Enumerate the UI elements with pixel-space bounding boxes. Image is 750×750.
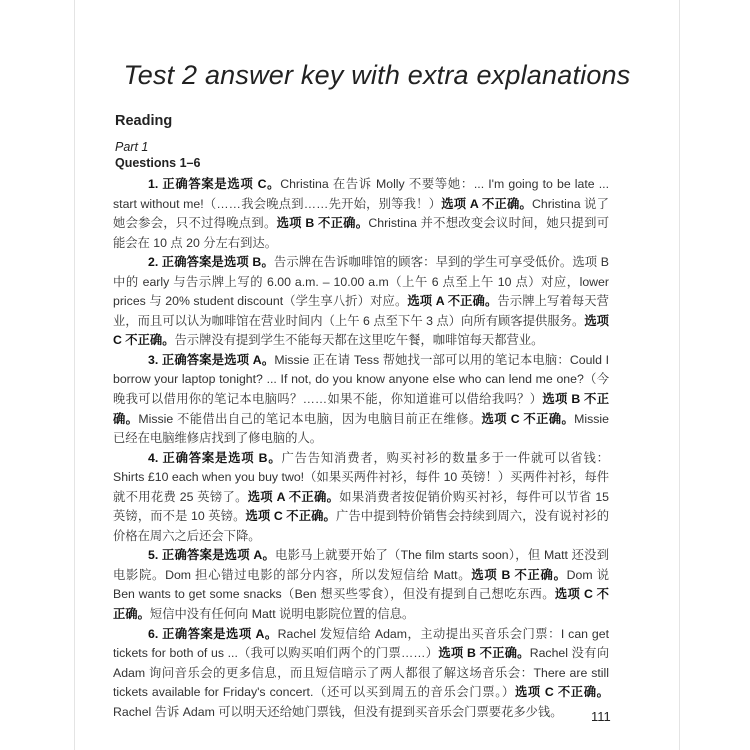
answer-verdict: 6. 正确答案是选项 A。 [148,626,278,641]
answer-verdict: 选项 C 不正确。 [481,411,575,426]
answer-explanations [113,175,609,722]
page [74,0,680,750]
explanation-text: 告示牌上写着每天营业，而且可以认为咖啡馆在营业时间内（上午 6 点至下午 3 点）向所有顾客提供服务。 [113,294,609,328]
answer-paragraph-5 [113,546,609,624]
explanation-text: Rachel 发短信给 Adam，主动提出买音乐会门票：I can get tickets for both of us ...（我可以购买咱们两个的门票……） [113,626,609,661]
answer-paragraph-1 [113,175,609,253]
answer-verdict: 3. 正确答案是选项 A。 [148,352,275,367]
explanation-text: Missie 不能借出自己的笔记本电脑，因为电脑目前正在维修。 [138,411,482,426]
answer-verdict: 选项 C 不正确。 [113,313,609,348]
explanation-text: Christina 在告诉 Molly 不要等她：... I'm going to be late ... start without me!（……我会晚点到……先开始，别等我！） [113,177,609,211]
answer-verdict: 选项 B 不正确。 [113,392,609,426]
page-title: Test 2 answer key with extra explanations [123,60,631,90]
explanation-text: 电影马上就要开始了（The film starts soon），但 Matt 还没到电影院。Dom 担心错过电影的部分内容，所以发短信给 Matt。 [113,548,609,582]
answer-verdict: 选项 C 不正确。 [113,587,609,622]
answer-verdict: 选项 B 不正确。 [276,216,369,231]
answer-verdict: 2. 正确答案是选项 B。 [148,255,274,270]
explanation-text: Missie 已经在电脑维修店找到了修电脑的人。 [113,411,609,446]
answer-verdict: 选项 A 不正确。 [247,489,340,504]
answer-verdict: 选项 C 不正确。 [514,685,609,700]
explanation-text: 告示牌没有提到学生不能每天都在这里吃午餐，咖啡馆每天都营业。 [174,333,544,348]
explanation-text: Christina 并不想改变会议时间，她只提到可能会在 10 点 20 分左右到达。 [113,216,609,250]
explanation-text: 告示牌在告诉咖啡馆的顾客：早到的学生可享受低价。选项 B 中的 early 与告示牌上写的 6.00 a.m. – 10.00 a.m（上午 6 点至上午 10 点）对应，lower prices 与 20% student discount（学生享八折）对应。 [113,255,609,309]
answer-paragraph-6 [113,625,609,723]
answer-paragraph-4 [113,449,609,547]
answer-verdict: 5. 正确答案是选项 A。 [148,548,276,563]
answer-paragraph-3 [113,351,609,449]
explanation-text: 如果消费者按促销价购买衬衫，每件可以节省 15 英镑，而不是 10 英镑。 [113,489,609,524]
answer-verdict: 选项 C 不正确。 [245,509,336,524]
part-label: Part 1 [115,140,149,154]
answer-paragraph-2 [113,253,609,351]
answer-verdict: 选项 B 不正确。 [438,646,530,661]
page-number: 111 [591,709,611,724]
section-heading: Reading [115,113,173,129]
questions-heading: Questions 1–6 [115,156,201,170]
explanation-text: Rachel 没有向 Adam 询问音乐会的更多信息，而且短信暗示了两人都很了解这场音乐会：There are still tickets available for Friday's concert.（还可以买到周五的音乐会门票。） [113,646,609,700]
explanation-text: Christina 说了她会参会，只不过得晚点到。 [113,196,609,231]
explanation-text: 短信中没有任何向 Matt 说明电影院位置的信息。 [149,607,415,622]
answer-verdict: 选项 A 不正确。 [407,294,498,309]
explanation-text: Dom 说 Ben wants to get some snacks（Ben 想买些零食），但没有提到自己想吃东西。 [113,567,609,602]
answer-verdict: 4. 正确答案是选项 B。 [148,450,282,465]
answer-verdict: 选项 A 不正确。 [441,196,533,211]
answer-verdict: 1. 正确答案是选项 C。 [148,177,281,191]
answer-verdict: 选项 B 不正确。 [471,567,567,582]
explanation-text: Missie 正在请 Tess 帮她找一部可以用的笔记本电脑：Could I borrow your laptop tonight? ... If not, do you know anyone else who can lend me one?（今晚我可以借用你的笔记本电脑吗？……如果不能，你知道谁可以借给我吗？） [113,352,609,407]
explanation-text: 广告告知消费者，购买衬衫的数量多于一件就可以省钱：Shirts £10 each when you buy two!（如果买两件衬衫，每件 10 英镑！）买两件衬衫，每件就不用花费 25 英镑了。 [113,450,609,504]
explanation-text: 广告中提到特价销售会持续到周六，没有说衬衫的价格在周六之后还会下降。 [113,509,609,543]
explanation-text: Rachel 告诉 Adam 可以明天还给她门票钱，但没有提到买音乐会门票要花多少钱。 [113,704,563,719]
